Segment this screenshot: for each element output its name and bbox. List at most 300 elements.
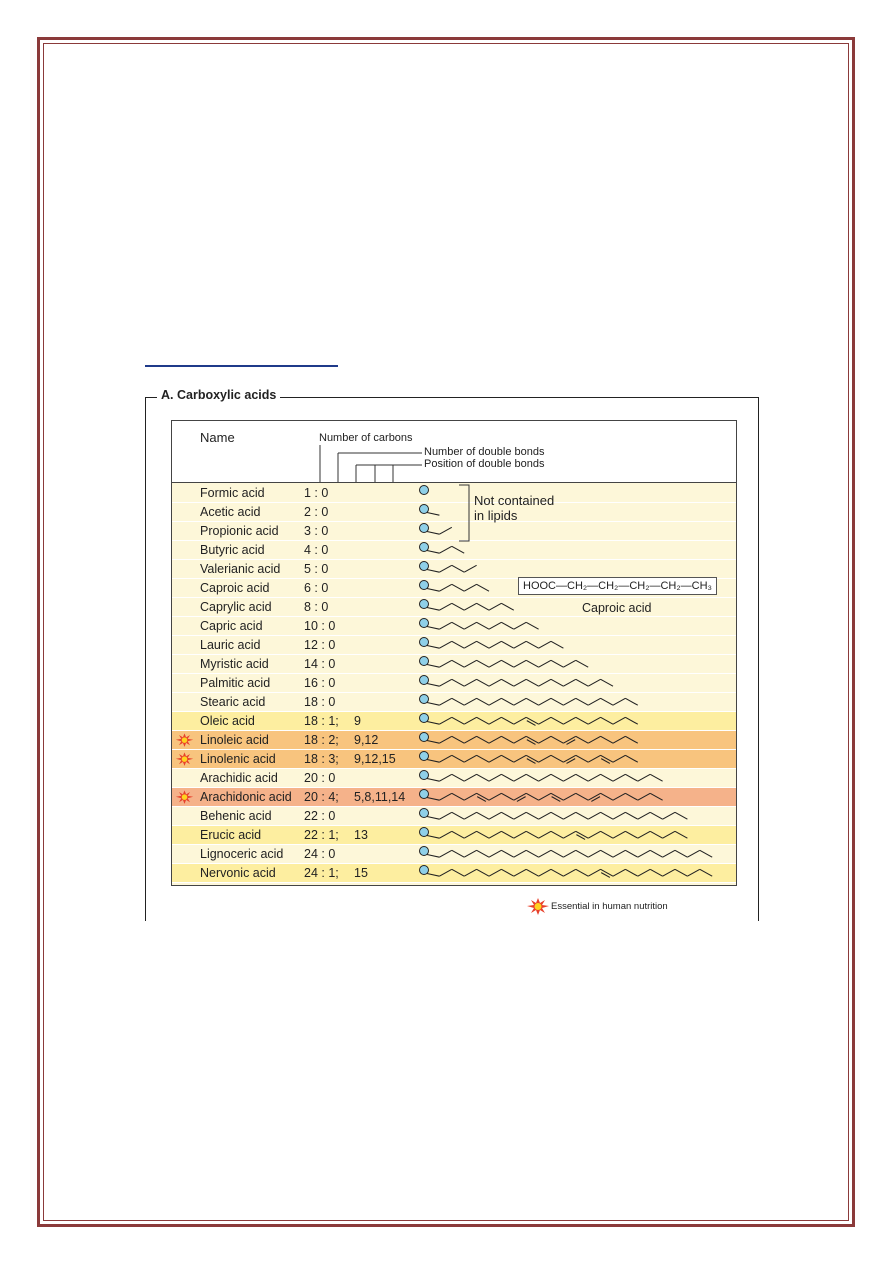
chain-nervonic-acid [420, 866, 713, 878]
bond [563, 774, 575, 781]
bond [464, 755, 476, 762]
bond [613, 717, 625, 724]
acid-name: Caprylic acid [200, 600, 272, 614]
bond [526, 869, 538, 876]
acid-name: Linolenic acid [200, 752, 276, 766]
bond [501, 660, 513, 667]
bond [489, 717, 501, 724]
bond [526, 622, 538, 629]
bond [514, 679, 526, 686]
bond [427, 665, 439, 668]
bond [427, 684, 439, 687]
bond [439, 546, 451, 553]
bond [650, 812, 662, 819]
bond [452, 831, 464, 838]
chain-arachidic-acid [420, 771, 663, 782]
bond [452, 565, 464, 572]
caproic-formula-label: Caproic acid [582, 601, 652, 615]
chain-stearic-acid [420, 695, 638, 706]
bond [551, 736, 563, 743]
bond [551, 774, 563, 781]
bond [501, 679, 513, 686]
bond [638, 793, 650, 800]
bond [526, 850, 538, 857]
chain-oleic-acid [420, 714, 638, 726]
bond [477, 603, 489, 610]
bond [551, 831, 563, 838]
bond [427, 760, 439, 763]
bond [464, 641, 476, 648]
bond [489, 793, 501, 800]
bond [439, 736, 451, 743]
bond [477, 774, 489, 781]
bond [427, 627, 439, 630]
bond [489, 603, 501, 610]
caproic-formula: HOOC—CH₂—CH₂—CH₂—CH₂—CH₃ [518, 577, 717, 595]
acid-notation: 18 : 0 [304, 695, 336, 709]
bond [539, 869, 551, 876]
bond [439, 679, 451, 686]
bond [576, 793, 588, 800]
bond [439, 603, 451, 610]
bond [501, 755, 513, 762]
bond [452, 660, 464, 667]
bond [675, 869, 687, 876]
acid-name: Formic acid [200, 486, 265, 500]
bond [489, 698, 501, 705]
bond [427, 855, 439, 858]
bond [501, 831, 513, 838]
bond [551, 812, 563, 819]
acid-name: Capric acid [200, 619, 263, 633]
acid-notation: 3 : 0 [304, 524, 329, 538]
bond [613, 869, 625, 876]
bond [439, 755, 451, 762]
bond [477, 698, 489, 705]
bond [526, 641, 538, 648]
bond [613, 774, 625, 781]
bond [439, 812, 451, 819]
chain-linolenic-acid [420, 752, 638, 764]
bond [601, 698, 613, 705]
bond [452, 812, 464, 819]
bond [563, 850, 575, 857]
acid-notation: 18 : 2; [304, 733, 339, 747]
not-contained-bracket [459, 485, 469, 541]
bond [439, 869, 451, 876]
bond [551, 869, 563, 876]
acid-notation: 20 : 0 [304, 771, 336, 785]
bond [576, 850, 588, 857]
bond [477, 850, 489, 857]
bond [588, 869, 600, 876]
bond [601, 774, 613, 781]
double-bond-positions: 9 [354, 714, 361, 728]
bond [539, 698, 551, 705]
bond [551, 679, 563, 686]
bond [601, 812, 613, 819]
bond [526, 812, 538, 819]
double-bond-positions: 15 [354, 866, 368, 880]
bond [576, 869, 588, 876]
bond [588, 717, 600, 724]
bond [526, 698, 538, 705]
bond [464, 660, 476, 667]
bond [501, 774, 513, 781]
chain-acetic-acid [420, 505, 440, 516]
bond [427, 703, 439, 706]
bond [501, 717, 513, 724]
bond [551, 755, 563, 762]
bond [539, 717, 551, 724]
bond [439, 565, 451, 572]
bond [427, 836, 439, 839]
bond [427, 532, 439, 535]
chain-formic-acid [420, 486, 429, 495]
bond [539, 736, 551, 743]
bond [638, 774, 650, 781]
bond [501, 698, 513, 705]
bond [638, 831, 650, 838]
figure-title: A. Carboxylic acids [157, 388, 280, 402]
acid-name: Acetic acid [200, 505, 261, 519]
not-contained-line-1: Not contained [474, 493, 555, 508]
bond [700, 869, 712, 876]
bond [588, 698, 600, 705]
bond [489, 622, 501, 629]
bond [489, 755, 501, 762]
bond [427, 608, 439, 611]
double-bond-positions: 5,8,11,14 [354, 790, 406, 804]
bond [477, 755, 489, 762]
chain-myristic-acid [420, 657, 589, 668]
bond [501, 641, 513, 648]
bond [551, 660, 563, 667]
bond [477, 869, 489, 876]
bond [638, 850, 650, 857]
bond [663, 869, 675, 876]
acid-notation: 24 : 1; [304, 866, 339, 880]
bond [588, 679, 600, 686]
legend-star-icon [526, 897, 550, 915]
bond [638, 869, 650, 876]
bond [539, 831, 551, 838]
chain-caprylic-acid [420, 600, 514, 611]
bond [501, 603, 513, 610]
bond [576, 660, 588, 667]
bond [489, 736, 501, 743]
bond [526, 774, 538, 781]
bond [563, 869, 575, 876]
bond [687, 869, 699, 876]
bond [563, 812, 575, 819]
acid-name: Butyric acid [200, 543, 265, 557]
bond [588, 831, 600, 838]
bond [526, 679, 538, 686]
bond [601, 831, 613, 838]
bond [539, 850, 551, 857]
bond [427, 589, 439, 592]
bond [439, 584, 451, 591]
bond [514, 622, 526, 629]
bond [563, 698, 575, 705]
bond [687, 850, 699, 857]
bond [464, 831, 476, 838]
bond [489, 831, 501, 838]
bond [427, 741, 439, 744]
bond [452, 717, 464, 724]
bond [563, 793, 575, 800]
bond [427, 874, 439, 877]
bond [477, 831, 489, 838]
bond [613, 812, 625, 819]
bond [588, 755, 600, 762]
acid-name: Behenic acid [200, 809, 272, 823]
acid-notation: 24 : 0 [304, 847, 336, 861]
bond [439, 660, 451, 667]
acid-notation: 10 : 0 [304, 619, 336, 633]
bond [663, 812, 675, 819]
bond [601, 850, 613, 857]
acid-name: Lignoceric acid [200, 847, 284, 861]
bond [514, 698, 526, 705]
bond [625, 831, 637, 838]
bond [625, 736, 637, 743]
bond [514, 736, 526, 743]
acid-notation: 5 : 0 [304, 562, 329, 576]
bond [452, 622, 464, 629]
bond [514, 831, 526, 838]
acid-name: Nervonic acid [200, 866, 276, 880]
bond [464, 717, 476, 724]
acid-notation: 12 : 0 [304, 638, 336, 652]
acid-notation: 4 : 0 [304, 543, 329, 557]
bond [464, 812, 476, 819]
acid-notation: 8 : 0 [304, 600, 329, 614]
bond [551, 717, 563, 724]
bond [514, 755, 526, 762]
bond [514, 774, 526, 781]
bond [452, 793, 464, 800]
acid-name: Caproic acid [200, 581, 270, 595]
header-position-of-double-bonds: Position of double bonds [424, 458, 545, 470]
bond [452, 869, 464, 876]
bond [477, 622, 489, 629]
not-contained-note [474, 493, 554, 523]
chain-palmitic-acid [420, 676, 614, 687]
bond [452, 679, 464, 686]
chain-drawings [172, 421, 736, 885]
acid-notation: 1 : 0 [304, 486, 329, 500]
bond [539, 679, 551, 686]
bond [539, 755, 551, 762]
bond [514, 717, 526, 724]
bond [489, 641, 501, 648]
bond [439, 527, 451, 534]
chain-butyric-acid [420, 543, 465, 554]
bond [489, 812, 501, 819]
bond [588, 850, 600, 857]
bond [613, 698, 625, 705]
bond [514, 869, 526, 876]
bond [427, 570, 439, 573]
acid-name: Myristic acid [200, 657, 269, 671]
carboxyl-circle [420, 486, 429, 495]
blue-underline-rule [145, 365, 338, 367]
bond [539, 641, 551, 648]
legend-text: Essential in human nutrition [551, 901, 668, 912]
acid-name: Lauric acid [200, 638, 261, 652]
acid-name: Valerianic acid [200, 562, 281, 576]
bond [452, 546, 464, 553]
bond [638, 812, 650, 819]
bond [464, 698, 476, 705]
bond [439, 831, 451, 838]
bond [663, 850, 675, 857]
bond [501, 812, 513, 819]
bond [464, 584, 476, 591]
bond [439, 717, 451, 724]
bond [551, 641, 563, 648]
bond [650, 831, 662, 838]
bond [613, 831, 625, 838]
chain-linoleic-acid [420, 733, 638, 745]
acid-notation: 14 : 0 [304, 657, 336, 671]
bond [613, 736, 625, 743]
bond [700, 850, 712, 857]
bond [601, 679, 613, 686]
acid-name: Arachidic acid [200, 771, 278, 785]
bond [588, 736, 600, 743]
bond [675, 831, 687, 838]
bond [427, 513, 439, 516]
bond [539, 774, 551, 781]
bond [539, 812, 551, 819]
bond [501, 736, 513, 743]
bond [551, 698, 563, 705]
bond [464, 565, 476, 572]
bond [427, 551, 439, 554]
bond [501, 793, 513, 800]
bond [588, 812, 600, 819]
bond [452, 698, 464, 705]
bond [588, 774, 600, 781]
bond [526, 660, 538, 667]
bond [427, 798, 439, 801]
not-contained-line-2: in lipids [474, 508, 518, 523]
bond [613, 850, 625, 857]
bond [563, 679, 575, 686]
bond [477, 679, 489, 686]
chain-lignoceric-acid [420, 847, 713, 858]
bond [563, 717, 575, 724]
bond [625, 774, 637, 781]
bond [464, 869, 476, 876]
bond [477, 584, 489, 591]
bond [601, 793, 613, 800]
bond [464, 622, 476, 629]
bond [439, 793, 451, 800]
bond [489, 869, 501, 876]
bond [427, 722, 439, 725]
bond [663, 831, 675, 838]
bond [576, 774, 588, 781]
bond [613, 755, 625, 762]
bond [650, 774, 662, 781]
acid-name: Arachidonic acid [200, 790, 292, 804]
bond [625, 717, 637, 724]
acid-name: Linoleic acid [200, 733, 269, 747]
acid-name: Stearic acid [200, 695, 266, 709]
bond [625, 793, 637, 800]
bond [625, 812, 637, 819]
bond [514, 850, 526, 857]
bond [650, 793, 662, 800]
acid-notation: 16 : 0 [304, 676, 336, 690]
header-name: Name [200, 430, 235, 445]
bond [452, 774, 464, 781]
acid-notation: 18 : 3; [304, 752, 339, 766]
bond [439, 698, 451, 705]
bond [489, 679, 501, 686]
bond [489, 660, 501, 667]
bond [452, 736, 464, 743]
bond [427, 817, 439, 820]
header-number-of-carbons: Number of carbons [319, 432, 413, 444]
bond [477, 736, 489, 743]
fatty-acid-table [171, 420, 737, 886]
bond [452, 641, 464, 648]
bond [514, 660, 526, 667]
bond [477, 717, 489, 724]
bond [613, 793, 625, 800]
bond [601, 717, 613, 724]
chain-propionic-acid [420, 524, 452, 535]
bond [489, 850, 501, 857]
bond [514, 812, 526, 819]
bond [439, 641, 451, 648]
bond [464, 850, 476, 857]
bond [576, 698, 588, 705]
bond [464, 679, 476, 686]
acid-name: Palmitic acid [200, 676, 271, 690]
chain-caproic-acid [420, 581, 490, 592]
acid-name: Erucic acid [200, 828, 262, 842]
bond [650, 869, 662, 876]
chain-arachidonic-acid [420, 790, 663, 802]
double-bond-positions: 13 [354, 828, 368, 842]
chain-erucic-acid [420, 828, 688, 840]
chain-capric-acid [420, 619, 539, 630]
acid-name: Propionic acid [200, 524, 279, 538]
chain-lauric-acid [420, 638, 564, 649]
bond [526, 831, 538, 838]
bond [477, 660, 489, 667]
bond [576, 812, 588, 819]
bond [452, 755, 464, 762]
bond [452, 584, 464, 591]
bond [625, 869, 637, 876]
bond [576, 679, 588, 686]
acid-notation: 18 : 1; [304, 714, 339, 728]
bond [439, 850, 451, 857]
bond [625, 755, 637, 762]
acid-notation: 20 : 4; [304, 790, 339, 804]
bond [477, 641, 489, 648]
bond [501, 869, 513, 876]
bond [625, 850, 637, 857]
acid-name: Oleic acid [200, 714, 255, 728]
